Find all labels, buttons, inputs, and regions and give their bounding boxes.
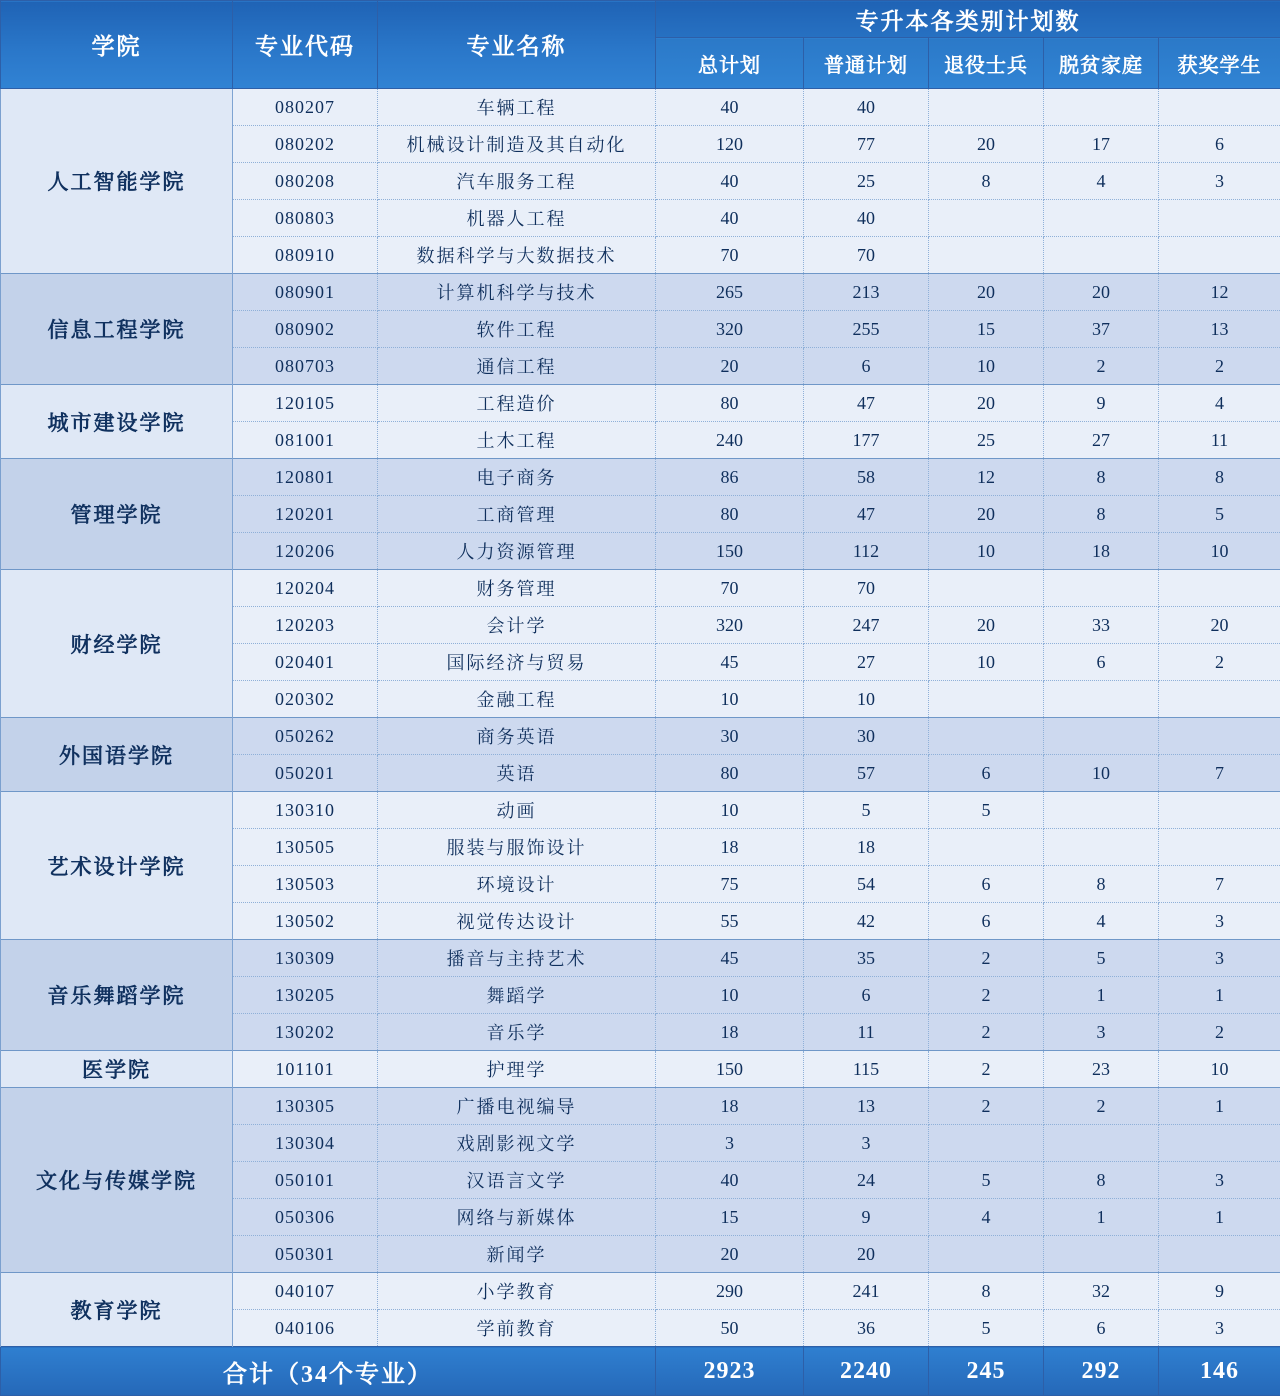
table-body	[1, 89, 1280, 1347]
award-cell	[1159, 200, 1280, 237]
poverty-cell: 18	[1044, 533, 1159, 570]
footer-award: 146	[1159, 1347, 1280, 1396]
poverty-cell	[1044, 237, 1159, 274]
poverty-cell: 6	[1044, 644, 1159, 681]
general-plan-cell: 9	[804, 1199, 929, 1236]
award-cell	[1159, 829, 1280, 866]
footer-poverty: 292	[1044, 1347, 1159, 1396]
major-name-cell: 会计学	[378, 607, 656, 644]
college-cell: 管理学院	[1, 459, 233, 570]
major-code-cell: 080207	[233, 89, 378, 126]
table-row	[1, 1273, 1280, 1310]
major-code-cell: 101101	[233, 1051, 378, 1088]
poverty-cell: 33	[1044, 607, 1159, 644]
major-name-cell: 学前教育	[378, 1310, 656, 1347]
veteran-cell: 5	[929, 792, 1044, 829]
major-code-cell: 130310	[233, 792, 378, 829]
poverty-cell	[1044, 89, 1159, 126]
award-cell: 3	[1159, 903, 1280, 940]
award-cell	[1159, 792, 1280, 829]
footer-general: 2240	[804, 1347, 929, 1396]
college-cell: 文化与传媒学院	[1, 1088, 233, 1273]
header-award: 获奖学生	[1159, 38, 1280, 89]
total-plan-cell: 10	[656, 977, 804, 1014]
total-plan-cell: 86	[656, 459, 804, 496]
poverty-cell: 23	[1044, 1051, 1159, 1088]
major-code-cell: 050101	[233, 1162, 378, 1199]
major-name-cell: 护理学	[378, 1051, 656, 1088]
total-plan-cell: 45	[656, 644, 804, 681]
veteran-cell: 2	[929, 1051, 1044, 1088]
total-plan-cell: 40	[656, 89, 804, 126]
header-veteran: 退役士兵	[929, 38, 1044, 89]
major-code-cell: 080901	[233, 274, 378, 311]
veteran-cell	[929, 829, 1044, 866]
award-cell: 20	[1159, 607, 1280, 644]
general-plan-cell: 213	[804, 274, 929, 311]
major-code-cell: 120105	[233, 385, 378, 422]
major-code-cell: 081001	[233, 422, 378, 459]
general-plan-cell: 10	[804, 681, 929, 718]
total-plan-cell: 18	[656, 1014, 804, 1051]
major-name-cell: 国际经济与贸易	[378, 644, 656, 681]
header-group-title: 专升本各类别计划数	[656, 1, 1280, 38]
total-plan-cell: 30	[656, 718, 804, 755]
total-plan-cell: 18	[656, 829, 804, 866]
major-name-cell: 视觉传达设计	[378, 903, 656, 940]
poverty-cell: 4	[1044, 903, 1159, 940]
general-plan-cell: 25	[804, 163, 929, 200]
footer-label: 合计（34个专业）	[1, 1347, 656, 1396]
major-name-cell: 汽车服务工程	[378, 163, 656, 200]
total-plan-cell: 45	[656, 940, 804, 977]
award-cell	[1159, 570, 1280, 607]
veteran-cell: 20	[929, 496, 1044, 533]
major-name-cell: 数据科学与大数据技术	[378, 237, 656, 274]
award-cell	[1159, 237, 1280, 274]
poverty-cell: 37	[1044, 311, 1159, 348]
header-poverty: 脱贫家庭	[1044, 38, 1159, 89]
total-plan-cell: 120	[656, 126, 804, 163]
major-code-cell: 040106	[233, 1310, 378, 1347]
college-cell: 人工智能学院	[1, 89, 233, 274]
veteran-cell: 6	[929, 866, 1044, 903]
major-name-cell: 音乐学	[378, 1014, 656, 1051]
award-cell: 8	[1159, 459, 1280, 496]
major-code-cell: 120201	[233, 496, 378, 533]
poverty-cell: 8	[1044, 866, 1159, 903]
total-plan-cell: 15	[656, 1199, 804, 1236]
veteran-cell: 20	[929, 126, 1044, 163]
major-name-cell: 软件工程	[378, 311, 656, 348]
header-college: 学院	[1, 1, 233, 89]
total-plan-cell: 18	[656, 1088, 804, 1125]
poverty-cell	[1044, 718, 1159, 755]
poverty-cell: 9	[1044, 385, 1159, 422]
general-plan-cell: 112	[804, 533, 929, 570]
major-name-cell: 电子商务	[378, 459, 656, 496]
major-name-cell: 网络与新媒体	[378, 1199, 656, 1236]
award-cell: 2	[1159, 348, 1280, 385]
major-name-cell: 车辆工程	[378, 89, 656, 126]
footer-veteran: 245	[929, 1347, 1044, 1396]
major-name-cell: 播音与主持艺术	[378, 940, 656, 977]
veteran-cell: 2	[929, 1014, 1044, 1051]
veteran-cell	[929, 89, 1044, 126]
award-cell: 7	[1159, 755, 1280, 792]
poverty-cell: 5	[1044, 940, 1159, 977]
table-row	[1, 89, 1280, 126]
award-cell: 11	[1159, 422, 1280, 459]
veteran-cell: 25	[929, 422, 1044, 459]
general-plan-cell: 57	[804, 755, 929, 792]
veteran-cell: 2	[929, 940, 1044, 977]
major-name-cell: 广播电视编导	[378, 1088, 656, 1125]
veteran-cell: 20	[929, 385, 1044, 422]
veteran-cell	[929, 237, 1044, 274]
major-code-cell: 080910	[233, 237, 378, 274]
general-plan-cell: 36	[804, 1310, 929, 1347]
total-plan-cell: 320	[656, 311, 804, 348]
poverty-cell: 8	[1044, 496, 1159, 533]
major-name-cell: 计算机科学与技术	[378, 274, 656, 311]
table-row	[1, 792, 1280, 829]
award-cell: 3	[1159, 163, 1280, 200]
veteran-cell	[929, 681, 1044, 718]
major-name-cell: 金融工程	[378, 681, 656, 718]
total-plan-cell: 20	[656, 348, 804, 385]
major-code-cell: 120801	[233, 459, 378, 496]
general-plan-cell: 6	[804, 348, 929, 385]
poverty-cell	[1044, 681, 1159, 718]
poverty-cell: 3	[1044, 1014, 1159, 1051]
major-code-cell: 130304	[233, 1125, 378, 1162]
general-plan-cell: 40	[804, 89, 929, 126]
major-name-cell: 机器人工程	[378, 200, 656, 237]
footer-total: 2923	[656, 1347, 804, 1396]
award-cell: 13	[1159, 311, 1280, 348]
veteran-cell	[929, 718, 1044, 755]
general-plan-cell: 30	[804, 718, 929, 755]
total-plan-cell: 40	[656, 163, 804, 200]
veteran-cell: 6	[929, 903, 1044, 940]
total-plan-cell: 320	[656, 607, 804, 644]
major-code-cell: 080703	[233, 348, 378, 385]
award-cell: 10	[1159, 533, 1280, 570]
veteran-cell: 8	[929, 163, 1044, 200]
table-row	[1, 940, 1280, 977]
veteran-cell: 5	[929, 1310, 1044, 1347]
veteran-cell: 10	[929, 348, 1044, 385]
major-code-cell: 040107	[233, 1273, 378, 1310]
college-cell: 教育学院	[1, 1273, 233, 1347]
award-cell: 3	[1159, 1162, 1280, 1199]
veteran-cell: 2	[929, 1088, 1044, 1125]
major-code-cell: 130502	[233, 903, 378, 940]
college-cell: 财经学院	[1, 570, 233, 718]
poverty-cell: 4	[1044, 163, 1159, 200]
major-name-cell: 工程造价	[378, 385, 656, 422]
general-plan-cell: 70	[804, 570, 929, 607]
poverty-cell: 32	[1044, 1273, 1159, 1310]
college-cell: 医学院	[1, 1051, 233, 1088]
poverty-cell	[1044, 829, 1159, 866]
general-plan-cell: 255	[804, 311, 929, 348]
general-plan-cell: 11	[804, 1014, 929, 1051]
veteran-cell: 10	[929, 533, 1044, 570]
general-plan-cell: 54	[804, 866, 929, 903]
major-name-cell: 新闻学	[378, 1236, 656, 1273]
major-name-cell: 英语	[378, 755, 656, 792]
header-total-plan: 总计划	[656, 38, 804, 89]
total-plan-cell: 80	[656, 755, 804, 792]
table-row	[1, 570, 1280, 607]
college-cell: 城市建设学院	[1, 385, 233, 459]
general-plan-cell: 20	[804, 1236, 929, 1273]
major-code-cell: 130305	[233, 1088, 378, 1125]
veteran-cell: 20	[929, 274, 1044, 311]
major-name-cell: 机械设计制造及其自动化	[378, 126, 656, 163]
major-name-cell: 服装与服饰设计	[378, 829, 656, 866]
general-plan-cell: 70	[804, 237, 929, 274]
general-plan-cell: 42	[804, 903, 929, 940]
major-code-cell: 080208	[233, 163, 378, 200]
poverty-cell: 2	[1044, 348, 1159, 385]
table-row	[1, 274, 1280, 311]
award-cell	[1159, 1125, 1280, 1162]
table-row	[1, 459, 1280, 496]
poverty-cell	[1044, 792, 1159, 829]
table-header	[1, 1, 1280, 89]
general-plan-cell: 247	[804, 607, 929, 644]
award-cell: 1	[1159, 977, 1280, 1014]
veteran-cell	[929, 1236, 1044, 1273]
award-cell: 10	[1159, 1051, 1280, 1088]
major-name-cell: 汉语言文学	[378, 1162, 656, 1199]
major-name-cell: 环境设计	[378, 866, 656, 903]
total-plan-cell: 40	[656, 200, 804, 237]
poverty-cell	[1044, 570, 1159, 607]
major-code-cell: 050201	[233, 755, 378, 792]
total-plan-cell: 55	[656, 903, 804, 940]
veteran-cell	[929, 1125, 1044, 1162]
major-name-cell: 小学教育	[378, 1273, 656, 1310]
award-cell	[1159, 1236, 1280, 1273]
award-cell: 12	[1159, 274, 1280, 311]
total-plan-cell: 70	[656, 570, 804, 607]
award-cell	[1159, 718, 1280, 755]
general-plan-cell: 115	[804, 1051, 929, 1088]
award-cell	[1159, 681, 1280, 718]
major-name-cell: 戏剧影视文学	[378, 1125, 656, 1162]
header-major-name: 专业名称	[378, 1, 656, 89]
major-code-cell: 130205	[233, 977, 378, 1014]
major-code-cell: 050301	[233, 1236, 378, 1273]
veteran-cell: 12	[929, 459, 1044, 496]
poverty-cell: 2	[1044, 1088, 1159, 1125]
veteran-cell: 2	[929, 977, 1044, 1014]
poverty-cell: 10	[1044, 755, 1159, 792]
college-cell: 外国语学院	[1, 718, 233, 792]
veteran-cell	[929, 200, 1044, 237]
major-code-cell: 120204	[233, 570, 378, 607]
college-cell: 艺术设计学院	[1, 792, 233, 940]
total-plan-cell: 10	[656, 681, 804, 718]
veteran-cell: 6	[929, 755, 1044, 792]
general-plan-cell: 77	[804, 126, 929, 163]
major-code-cell: 020302	[233, 681, 378, 718]
table-row	[1, 718, 1280, 755]
major-code-cell: 130309	[233, 940, 378, 977]
poverty-cell: 1	[1044, 1199, 1159, 1236]
major-name-cell: 土木工程	[378, 422, 656, 459]
major-code-cell: 080202	[233, 126, 378, 163]
award-cell: 3	[1159, 1310, 1280, 1347]
general-plan-cell: 47	[804, 385, 929, 422]
veteran-cell: 4	[929, 1199, 1044, 1236]
major-code-cell: 080803	[233, 200, 378, 237]
major-name-cell: 财务管理	[378, 570, 656, 607]
award-cell: 4	[1159, 385, 1280, 422]
veteran-cell: 15	[929, 311, 1044, 348]
veteran-cell: 5	[929, 1162, 1044, 1199]
total-plan-cell: 50	[656, 1310, 804, 1347]
major-name-cell: 通信工程	[378, 348, 656, 385]
total-plan-cell: 240	[656, 422, 804, 459]
general-plan-cell: 24	[804, 1162, 929, 1199]
table-row	[1, 1051, 1280, 1088]
poverty-cell: 17	[1044, 126, 1159, 163]
poverty-cell: 27	[1044, 422, 1159, 459]
college-cell: 音乐舞蹈学院	[1, 940, 233, 1051]
college-cell: 信息工程学院	[1, 274, 233, 385]
veteran-cell: 10	[929, 644, 1044, 681]
total-plan-cell: 150	[656, 533, 804, 570]
general-plan-cell: 40	[804, 200, 929, 237]
major-name-cell: 商务英语	[378, 718, 656, 755]
general-plan-cell: 5	[804, 792, 929, 829]
poverty-cell	[1044, 1236, 1159, 1273]
poverty-cell	[1044, 1125, 1159, 1162]
award-cell	[1159, 89, 1280, 126]
award-cell: 3	[1159, 940, 1280, 977]
general-plan-cell: 47	[804, 496, 929, 533]
general-plan-cell: 6	[804, 977, 929, 1014]
major-code-cell: 020401	[233, 644, 378, 681]
general-plan-cell: 241	[804, 1273, 929, 1310]
award-cell: 2	[1159, 1014, 1280, 1051]
general-plan-cell: 177	[804, 422, 929, 459]
major-code-cell: 130503	[233, 866, 378, 903]
total-plan-cell: 265	[656, 274, 804, 311]
poverty-cell: 20	[1044, 274, 1159, 311]
award-cell: 1	[1159, 1199, 1280, 1236]
header-general-plan: 普通计划	[804, 38, 929, 89]
poverty-cell	[1044, 200, 1159, 237]
major-code-cell: 050306	[233, 1199, 378, 1236]
major-code-cell: 120206	[233, 533, 378, 570]
award-cell: 7	[1159, 866, 1280, 903]
major-code-cell: 130505	[233, 829, 378, 866]
general-plan-cell: 58	[804, 459, 929, 496]
general-plan-cell: 27	[804, 644, 929, 681]
award-cell: 2	[1159, 644, 1280, 681]
total-plan-cell: 80	[656, 385, 804, 422]
general-plan-cell: 3	[804, 1125, 929, 1162]
table-row	[1, 385, 1280, 422]
award-cell: 6	[1159, 126, 1280, 163]
major-code-cell: 080902	[233, 311, 378, 348]
major-name-cell: 人力资源管理	[378, 533, 656, 570]
award-cell: 9	[1159, 1273, 1280, 1310]
general-plan-cell: 18	[804, 829, 929, 866]
total-plan-cell: 10	[656, 792, 804, 829]
table-row	[1, 1088, 1280, 1125]
total-plan-cell: 75	[656, 866, 804, 903]
poverty-cell: 1	[1044, 977, 1159, 1014]
total-plan-cell: 290	[656, 1273, 804, 1310]
total-plan-cell: 150	[656, 1051, 804, 1088]
total-plan-cell: 70	[656, 237, 804, 274]
header-major-code: 专业代码	[233, 1, 378, 89]
major-name-cell: 工商管理	[378, 496, 656, 533]
major-name-cell: 舞蹈学	[378, 977, 656, 1014]
poverty-cell: 6	[1044, 1310, 1159, 1347]
general-plan-cell: 35	[804, 940, 929, 977]
award-cell: 5	[1159, 496, 1280, 533]
major-code-cell: 130202	[233, 1014, 378, 1051]
table-footer	[1, 1347, 1280, 1396]
major-code-cell: 120203	[233, 607, 378, 644]
veteran-cell: 20	[929, 607, 1044, 644]
total-plan-cell: 20	[656, 1236, 804, 1273]
veteran-cell	[929, 570, 1044, 607]
total-plan-cell: 40	[656, 1162, 804, 1199]
major-name-cell: 动画	[378, 792, 656, 829]
general-plan-cell: 13	[804, 1088, 929, 1125]
poverty-cell: 8	[1044, 1162, 1159, 1199]
major-code-cell: 050262	[233, 718, 378, 755]
veteran-cell: 8	[929, 1273, 1044, 1310]
award-cell: 1	[1159, 1088, 1280, 1125]
total-plan-cell: 80	[656, 496, 804, 533]
poverty-cell: 8	[1044, 459, 1159, 496]
total-plan-cell: 3	[656, 1125, 804, 1162]
